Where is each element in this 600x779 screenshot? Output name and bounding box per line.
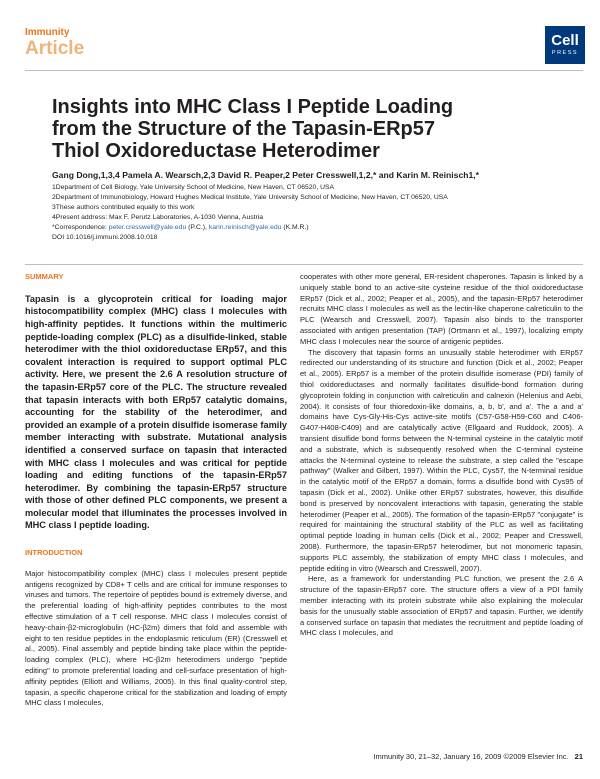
affiliation: 2Department of Immunobiology, Howard Hughes Medical Institute, Yale University School of Medicine, New Haven, CT 06520, USA	[52, 194, 448, 201]
title-line: Thiol Oxidoreductase Heterodimer	[52, 140, 380, 162]
journal-name: Immunity	[25, 27, 70, 38]
affiliations	[52, 183, 582, 243]
article-title	[52, 96, 572, 162]
article-type-label: Article	[25, 38, 85, 59]
body-rule	[25, 264, 583, 265]
title-line: from the Structure of the Tapasin-ERp57	[52, 118, 436, 140]
header-rule	[25, 70, 583, 71]
introduction-paragraph: Major histocompatibility complex (MHC) class I molecules present peptide antigens recognized by CD8+ T cells and are critical for immune responses to viruses and tumors. The repertoire of peptides bound is extremely diverse, and the preferential loading of high-affinity peptides contributes to the most effective stimulation of a T cell response. MHC class I molecules consist of heavy-chain-β2-microglobulin (HC-β2m) dimers that fold and assemble with eight to ten residue peptides in the endoplasmic reticulum (ER) (Cresswell et al., 2005). Final assembly and peptide binding take place within the peptide-loading complex (PLC), where HC-β2m heterodimers undergo "peptide editing" to promote preferential loading and cell-surface presentation of high-affinity peptides (Elliott and Williams, 2005). In this final quality-control step, tapasin, a specific chaperone critical for the stabilization and loading of empty MHC class I molecules,	[25, 568, 287, 708]
correspondence-label: *Correspondence:	[52, 224, 109, 231]
doi: DOI 10.1016/j.immuni.2008.10.018	[52, 234, 158, 241]
email-link-reinisch[interactable]: karin.reinisch@yale.edu	[208, 224, 282, 231]
summary-heading: SUMMARY	[25, 272, 64, 281]
body-paragraph: The discovery that tapasin forms an unusually stable heterodimer with ERp57 redirected our understanding of its structure and function (Dick et al., 2002; Peaper et al., 2005). ERp57 is a member of the protein disulfide isomerase (PDI) family of thiol oxidoreductases and normally facilitates disulfide-bond formation during glycoprotein folding in conjunction with calreticulin and calnexin (Helenius and Aebi, 2004). It consists of four thioredoxin-like domains, a, b, b', and a'. The a and a' domains have Cys-Gly-His-Cys active-site motifs (C57-G58-H59-C60 and C406-G407-H408-C409) and are catalytically active (Ellgaard and Ruddock, 2005). A transient disulfide bond forms between the N-terminal cysteine in the catalytic motif and a substrate, which is subsequently resolved when the C-terminal cysteine attacks the N-terminal cysteine to release the substrate, a step called the "escape pathway" (Walker and Gilbert, 1997). Within the PLC, Cys57, the N-terminal residue in the catalytic motif of the ERp57 a domain, forms a disulfide bond with Cys95 of tapasin (Dick et al., 2002). Unlike other ERp57 substrates, however, this disulfide bond is preserved by noncovalent interactions with tapasin, generating the stable heterodimer (Peaper et al., 2005). The formation of the tapasin-ERp57 "conjugate" is required for maintaining the structural stability of the PLC as well as facilitating optimal peptide loading in human cells (Dick et al., 2002; Peaper and Cresswell, 2008). Furthermore, the tapasin-ERp57 heterodimer, but not monomeric tapasin, supports PLC assembly, the stabilization of empty MHC class I molecules, and peptide editing in vitro (Wearsch and Cresswell, 2007).	[300, 347, 583, 573]
affiliation: 4Present address: Max F. Perutz Laboratories, A-1030 Vienna, Austria	[52, 214, 264, 221]
correspondence-initials: (K.M.R.)	[281, 224, 309, 231]
body-paragraph: cooperates with other more general, ER-resident chaperones. Tapasin is linked by a uniquely stable bond to an active-site cysteine residue of the thiol oxidoreductase ERp57 (Dick et al., 2002; Peaper et al., 2005), and the tapasin-ERp57 heterodimer recruits MHC class I molecules as well as the lectin-like chaperone calreticulin to the PLC (Wearsch and Cresswell, 2007). Tapasin also binds to the transporter associated with antigen presentation (TAP) (Ortmann et al., 1997), localizing empty MHC class I molecules near the source of antigenic peptides.	[300, 272, 583, 346]
body-paragraph: Here, as a framework for understanding PLC function, we present the 2.6 A structure of the tapasin-ERp57 core. The structure offers a view of a PDI family member interacting with its protein substrate while also explaining the molecular basis for the unusually stable association of ERp57 and tapasin. Further, we identify a conserved surface on tapasin that mediates the recruitment and peptide loading of MHC class I molecules, and	[300, 574, 583, 638]
title-line: Insights into MHC Class I Peptide Loading	[52, 96, 454, 118]
footer-citation: Immunity 30, 21–32, January 16, 2009 ©2009 Elsevier Inc.	[373, 752, 569, 761]
correspondence	[52, 223, 582, 233]
left-column	[25, 272, 287, 709]
right-column	[300, 272, 583, 639]
affiliation: 1Department of Cell Biology, Yale University School of Medicine, New Haven, CT 06520, USA	[52, 184, 335, 191]
page-number: 21	[574, 752, 583, 761]
email-link-cresswell[interactable]: peter.cresswell@yale.edu	[108, 224, 187, 231]
page-footer	[310, 752, 583, 761]
summary-text: Tapasin is a glycoprotein critical for loading major histocompatibility complex (MHC) class I molecules with high-affinity peptides. It functions within the multimeric peptide-loading complex (PLC) as a disulfide-linked, stable heterodimer with the thiol oxidoreductase ERp57, and this covalent interaction is required to support optimal PLC activity. Here, we present the 2.6 A resolution structure of the tapasin-ERp57 core of the PLC. The structure revealed that tapasin interacts with both ERp57 catalytic domains, accounting for the stability of the heterodimer, and provided an example of a protein disulfide isomerase family member interacting with substrate. Mutational analysis identified a conserved surface on tapasin that interacted with MHC class I molecules and was critical for peptide loading and editing functions of the tapasin-ERp57 heterodimer. By combining the tapasin-ERp57 structure with those of other defined PLC components, we present a molecular model that illuminates the processes involved in MHC class I peptide loading.	[25, 293, 287, 531]
introduction-heading: INTRODUCTION	[25, 548, 83, 558]
cell-press-logo	[545, 26, 585, 64]
author-list: Gang Dong,1,3,4 Pamela A. Wearsch,2,3 David R. Peaper,2 Peter Cresswell,1,2,* and Karin M. Reinisch1,*	[52, 170, 479, 180]
logo-main-text: Cell	[551, 32, 579, 49]
correspondence-initials: (P.C.),	[186, 224, 209, 231]
logo-sub-text: PRESS	[551, 50, 579, 56]
affiliation: 3These authors contributed equally to this work	[52, 204, 195, 211]
